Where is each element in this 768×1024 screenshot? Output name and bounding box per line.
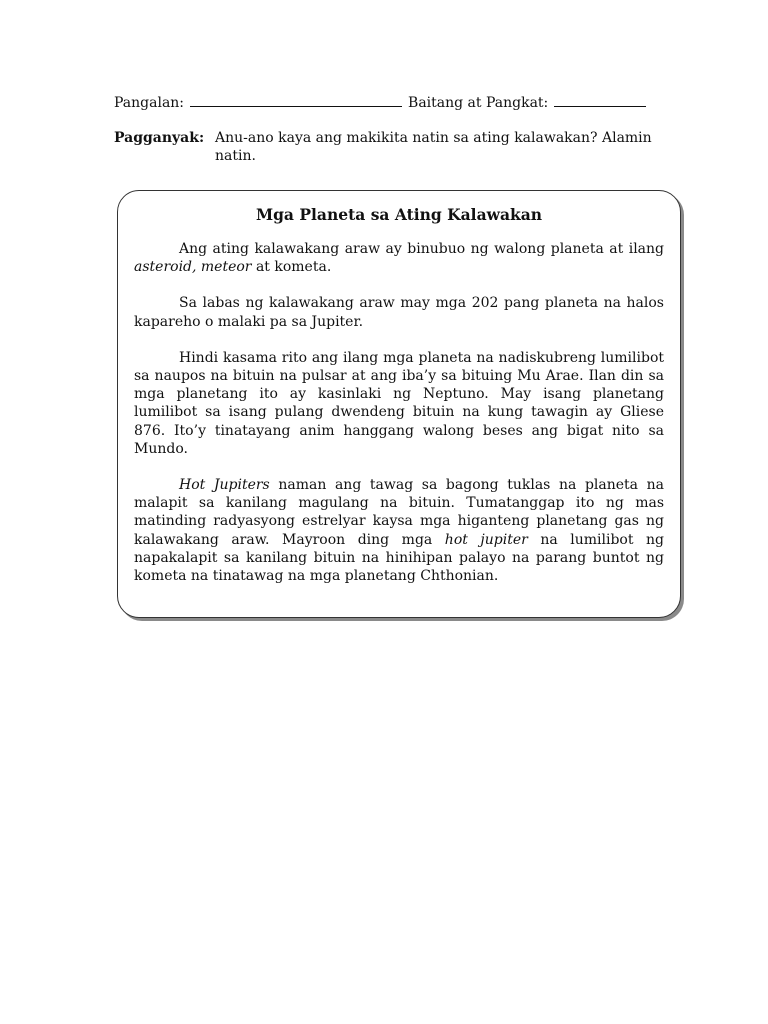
paragraph-4-text-b: na lumilibot ng napakalapit sa kanilang bituin na hinihipan palayo na parang buntot ng kometa na tinatawag na mga planetang Chthonian. (134, 531, 664, 585)
motivation-section (114, 129, 684, 165)
grade-label: Baitang at Pangkat: (408, 95, 549, 111)
name-blank (190, 92, 402, 107)
motivation-text: Anu-ano kaya ang makikita natin sa ating kalawakan? Alamin natin. (215, 130, 652, 164)
paragraph-2: Sa labas ng kalawakang araw may mga 202 pang planeta na halos kapareho o malaki pa sa Jupiter. (134, 295, 664, 330)
paragraph-4 (134, 476, 664, 585)
reading-box (117, 190, 681, 618)
paragraph-1-text-a: Ang ating kalawakang araw ay binubuo ng walong planeta at ilang (179, 241, 664, 257)
paragraph-4-text-a: naman ang tawag sa bagong tuklas na planeta na malapit sa kanilang magulang na bituin. Tumatanggap ito ng mas matinding radyasyong estrelyar kaysa mga higanteng planetang gas ng kalawakang araw. Mayroon ding mga (134, 477, 664, 548)
motivation-label: Pagganyak: (114, 130, 205, 146)
paragraph-1-italic: asteroid, meteor (134, 259, 252, 276)
grade-blank (554, 92, 646, 107)
paragraph-4-italic-1: Hot Jupiters (179, 477, 270, 494)
paragraph-1 (134, 240, 664, 276)
student-info-line (114, 92, 646, 111)
paragraph-1-text-b: at kometa. (251, 259, 332, 276)
reading-title: Mga Planeta sa Ating Kalawakan (255, 205, 543, 224)
reading-body (134, 240, 664, 585)
name-label: Pangalan: (114, 95, 185, 111)
paragraph-4-italic-2: hot jupiter (444, 531, 528, 548)
paragraph-3: Hindi kasama rito ang ilang mga planeta na nadiskubreng lumilibot sa naupos na bituin na pulsar at ang iba’y sa bituing Mu Arae. Ilan din sa mga planetang ito ay kasinlaki ng Neptuno. May isang planetang lumilibot sa isang pulang dwendeng bituin na kung tawagin ay Gliese 876. Ito’y tinatayang anim hanggang walong beses ang bigat nito sa Mundo. (134, 349, 664, 457)
